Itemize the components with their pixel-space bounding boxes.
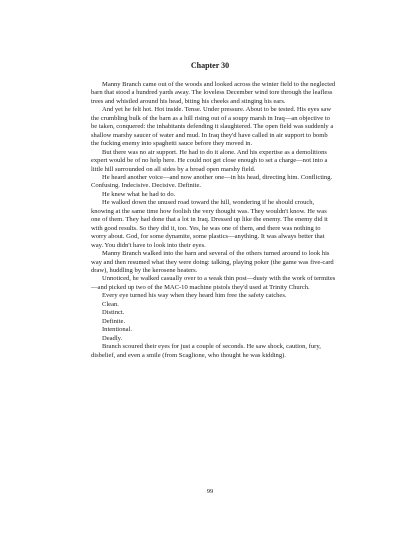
paragraph: Manny Branch walked into the barn and several of the others turned around to look his way and then resumed what they were doing: talking, playing poker (the game was five-card draw), huddling by the kerosene heaters. [91, 250, 334, 274]
paragraph: But there was no air support. He had to do it alone. And his expertise as a demolitions expert would be of no help here. He could not get close enough to set a charge—not into a little hill surrounded on all sides by a broad open marshy field. [91, 148, 328, 173]
page-number: 99 [206, 488, 214, 495]
paragraph: Intentional. [102, 326, 132, 334]
body-text [91, 81, 336, 360]
paragraph: Deadly. [102, 334, 123, 342]
paragraph: Definite. [102, 317, 126, 325]
paragraph: Clean. [102, 300, 119, 308]
paragraph: He walked down the unused road toward the hill, wondering if he should crouch, knowing at the same time how foolish the very thought was. They wouldn't know. He was one of them. They had done that a lot in Iraq. Dressed up like the enemy. The enemy did it with good results. So they did it, too. Yes, he was one of them, and there was nothing to worry about. God, for some dynamite, some plastics—anything. It was always better that way. You didn't have to look into their eyes. [91, 199, 328, 249]
paragraph: He heard another voice—and now another one—in his head, directing him. Conflicting. Confusing. Indecisive. Decisive. Definite. [91, 173, 333, 190]
paragraph: And yet he felt hot. Hot inside. Tense. Under pressure. About to be tested. His eyes saw the crumbling bulk of the barn as a hill rising out of a soupy marsh in Iraq—an objective to be taken, conquered: the inhabitants defending it slaughtered. The open field was suddenly a shallow marshy saucer of water and mud. In Iraq they'd have called in air support to bomb the fucking enemy into spaghetti sauce before they moved in. [91, 106, 334, 148]
paragraph: Distinct. [102, 309, 125, 317]
paragraph: Branch scoured their eyes for just a couple of seconds. He saw shock, caution, fury, disbelief, and even a smile (from Scaglione, who thought he was kidding). [91, 343, 321, 359]
paragraph: He knew what he had to do. [102, 190, 176, 198]
chapter-title: Chapter 30 [190, 61, 230, 70]
paragraph: Every eye turned his way when they heard him free the safety catches. [102, 292, 287, 300]
paragraph: Manny Branch came out of the woods and looked across the winter field to the neglected barn that stood a hundred yards away. The loveless December wind tore through the leafless trees and whistled around his head, biting his cheeks and stinging his ears. [91, 81, 336, 105]
paragraph: Unnoticed, he walked casually over to a weak thin post—dusty with the work of termites—and picked up two of the MAC-10 machine pistols they'd used at Trinity Church. [91, 275, 336, 291]
